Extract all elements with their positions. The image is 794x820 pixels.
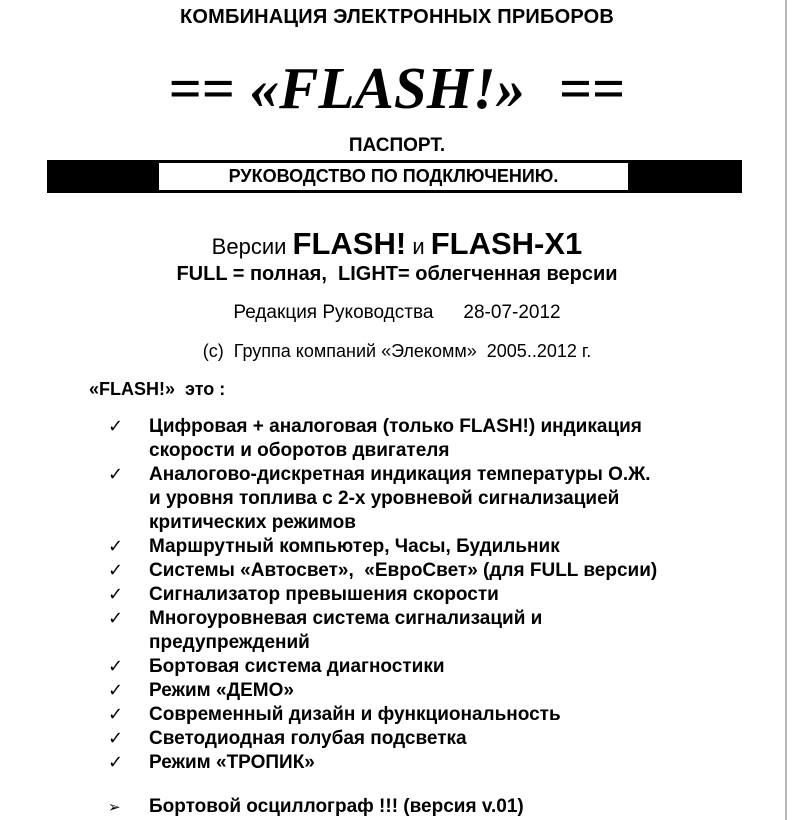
version-flash: FLASH!: [292, 226, 407, 261]
passport-heading: ПАСПОРТ.: [348, 135, 446, 156]
title-product-name: «FLASH!»: [249, 55, 526, 121]
feature-item: [0, 727, 794, 751]
title-right-decoration: ==: [559, 56, 626, 121]
feature-item: [0, 415, 794, 463]
product-title: [0, 52, 794, 125]
checkmark-icon: ✓: [108, 536, 124, 557]
copyright-line: [0, 341, 794, 362]
feature-item: [0, 463, 794, 535]
copyright-text: (c) Группа компаний «Элекомм» 2005..2012 г.: [202, 341, 592, 361]
arrow-bullet-icon: ➢: [108, 798, 121, 816]
checkmark-icon: ✓: [108, 752, 124, 773]
manual-banner-label: РУКОВОДСТВО ПО ПОДКЛЮЧЕНИЮ.: [159, 163, 628, 190]
edition-line: [0, 302, 794, 324]
feature-text-line: Режим «ДЕМО»: [149, 680, 294, 701]
checkmark-icon: ✓: [108, 728, 124, 749]
feature-text-line: Аналогово-дискретная индикация температуры О.Ж.: [149, 464, 651, 485]
extra-feature-text: Бортовой осциллограф !!! (версия v.01): [149, 796, 524, 817]
document-suptitle: КОМБИНАЦИЯ ЭЛЕКТРОННЫХ ПРИБОРОВ: [179, 6, 615, 28]
feature-text-line: и уровня топлива с 2-х уровневой сигнализацией: [149, 488, 620, 509]
feature-text-line: Светодиодная голубая подсветка: [149, 728, 467, 749]
feature-item: [0, 655, 794, 679]
checkmark-icon: ✓: [108, 416, 124, 437]
versions-prefix: Версии: [211, 234, 287, 259]
feature-list: [0, 415, 794, 775]
feature-item: [0, 751, 794, 775]
full-light-text: FULL = полная, LIGHT= облегченная версии: [176, 263, 618, 285]
checkmark-icon: ✓: [108, 704, 124, 725]
feature-item: [0, 583, 794, 607]
checkmark-icon: ✓: [108, 464, 124, 485]
checkmark-icon: ✓: [108, 608, 124, 629]
checkmark-icon: ✓: [108, 560, 124, 581]
checkmark-icon: ✓: [108, 680, 124, 701]
versions-conjunction: и: [412, 234, 425, 259]
feature-text-line: Режим «ТРОПИК»: [149, 752, 315, 773]
full-light-line: [0, 263, 794, 286]
title-left-decoration: ==: [168, 56, 235, 121]
feature-item: [0, 703, 794, 727]
feature-text-line: критических режимов: [149, 512, 356, 533]
feature-text-line: Современный дизайн и функциональность: [149, 704, 561, 725]
checkmark-icon: ✓: [108, 656, 124, 677]
feature-text-line: Многоуровневая система сигнализаций и: [149, 608, 543, 629]
feature-text-line: Цифровая + аналоговая (только FLASH!) индикация: [149, 416, 642, 437]
feature-text-line: скорости и оборотов двигателя: [149, 440, 450, 461]
edition-label: Редакция Руководства: [233, 302, 434, 323]
checkmark-icon: ✓: [108, 584, 124, 605]
versions-line: [0, 226, 794, 262]
feature-text-line: Маршрутный компьютер, Часы, Будильник: [149, 536, 560, 557]
manual-banner: [47, 160, 742, 193]
feature-text-line: Сигнализатор превышения скорости: [149, 584, 499, 605]
intro-heading: [89, 379, 225, 400]
version-flash-x1: FLASH-X1: [430, 226, 583, 261]
feature-item: [0, 559, 794, 583]
feature-item: [0, 679, 794, 703]
feature-item: [0, 535, 794, 559]
feature-item: [0, 607, 794, 655]
feature-text-line: предупреждений: [149, 632, 310, 653]
feature-text-line: Системы «Автосвет», «ЕвроСвет» (для FULL версии): [149, 560, 658, 581]
intro-text: «FLASH!» это :: [89, 379, 226, 399]
feature-text-line: Бортовая система диагностики: [149, 656, 445, 677]
edition-date: 28-07-2012: [463, 302, 561, 323]
